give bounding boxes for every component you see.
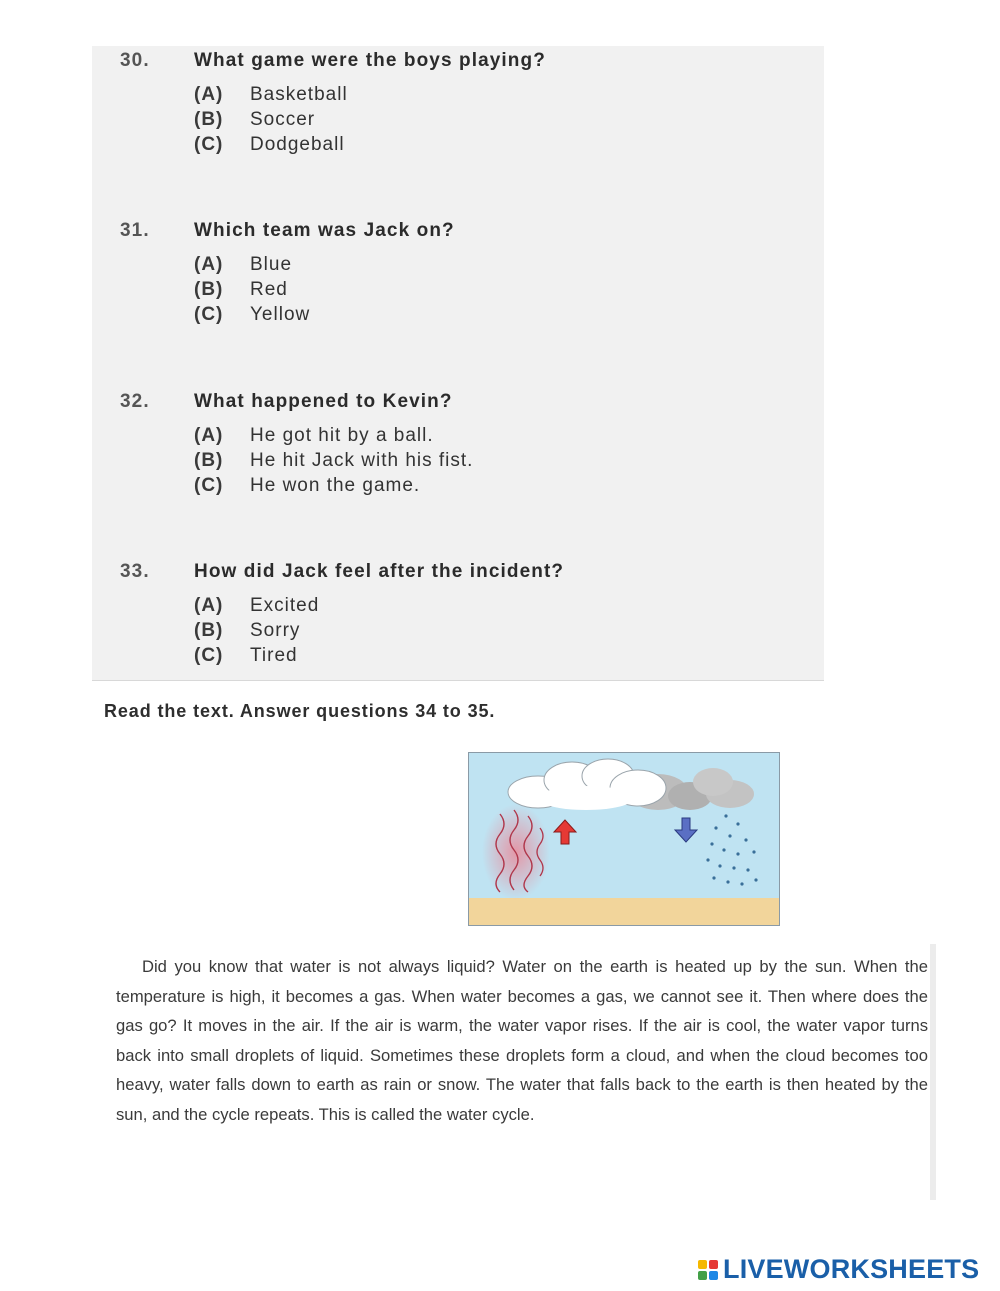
- option-a[interactable]: (A) Excited: [194, 595, 320, 616]
- reading-passage: [116, 952, 928, 1130]
- water-cycle-diagram: [468, 752, 780, 926]
- question-30: [120, 50, 820, 157]
- question-number: 31.: [120, 220, 150, 241]
- question-number: 30.: [120, 50, 150, 71]
- option-a[interactable]: (A) He got hit by a ball.: [194, 425, 434, 446]
- question-text: What game were the boys playing?: [194, 50, 546, 71]
- question-32: [120, 391, 820, 498]
- section-instruction: Read the text. Answer questions 34 to 35.: [104, 701, 496, 721]
- passage-text: Did you know that water is not always liquid? Water on the earth is heated up by the sun. When the temperature is high, it becomes a gas. When water becomes a gas, we cannot see it. Then where does the gas go? It moves in the air. If the air is warm, the water vapor rises. If the air is cool, the water vapor turns back into small droplets of liquid. Sometimes these droplets form a cloud, and when the cloud becomes too heavy, water falls down to earth as rain or snow. The water that falls back to the earth is then heated by the sun, and the cycle repeats. This is called the water cycle.: [116, 957, 928, 1124]
- option-c[interactable]: (C) Yellow: [194, 304, 311, 325]
- option-b[interactable]: (B) Red: [194, 279, 288, 300]
- option-c[interactable]: (C) Tired: [194, 645, 298, 666]
- question-text: How did Jack feel after the incident?: [194, 561, 565, 582]
- question-number: 32.: [120, 391, 150, 412]
- question-number: 33.: [120, 561, 150, 582]
- question-31: [120, 220, 820, 327]
- option-b[interactable]: (B) Sorry: [194, 620, 301, 641]
- ground: [468, 898, 780, 926]
- liveworksheets-logo: [698, 1254, 979, 1285]
- evaporation-heat-icon: [482, 804, 550, 900]
- option-b[interactable]: (B) He hit Jack with his fist.: [194, 450, 474, 471]
- option-b[interactable]: (B) Soccer: [194, 109, 316, 130]
- option-c[interactable]: (C) Dodgeball: [194, 134, 345, 155]
- option-a[interactable]: (A) Basketball: [194, 84, 348, 105]
- question-33: [120, 561, 820, 668]
- option-c[interactable]: (C) He won the game.: [194, 475, 421, 496]
- logo-text: LIVEWORKSHEETS: [723, 1254, 980, 1284]
- option-a[interactable]: (A) Blue: [194, 254, 293, 275]
- question-text: What happened to Kevin?: [194, 391, 453, 412]
- passage-edge: [930, 944, 936, 1200]
- logo-mark-icon: [698, 1260, 718, 1280]
- question-text: Which team was Jack on?: [194, 220, 455, 241]
